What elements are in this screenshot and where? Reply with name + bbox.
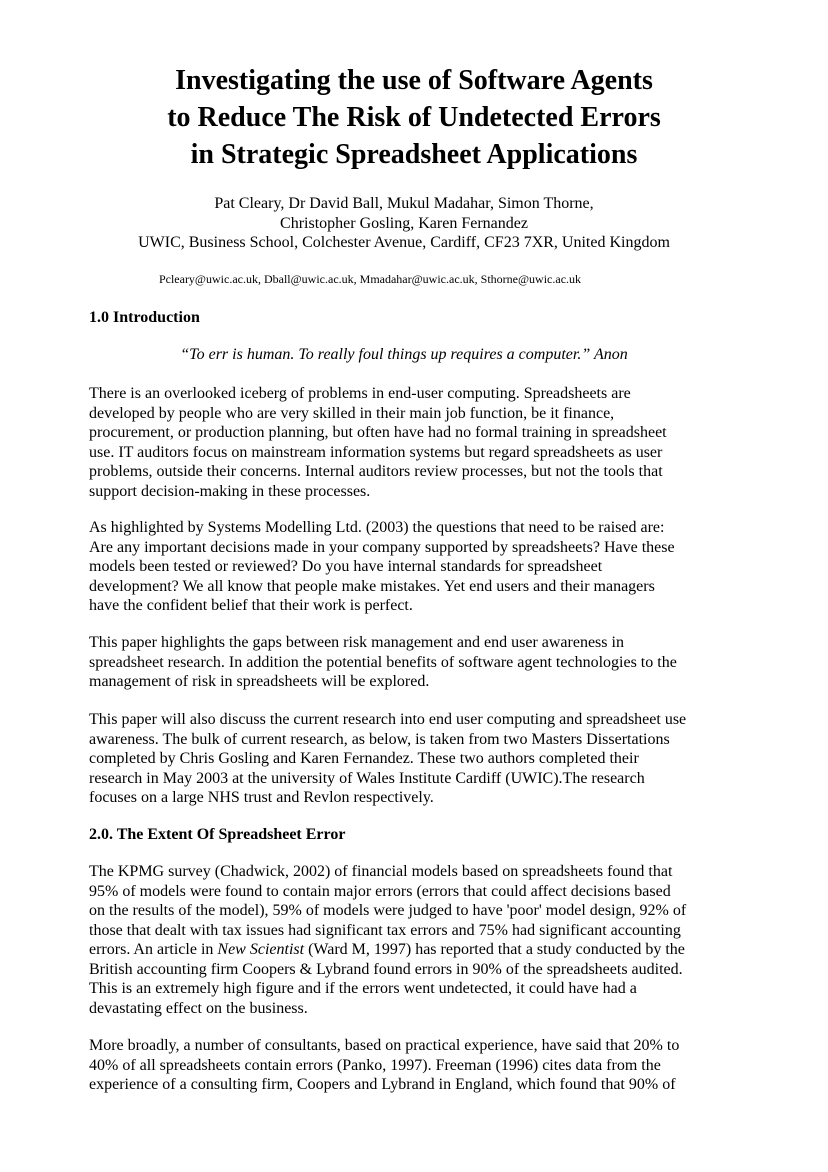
text-line: This paper highlights the gaps between risk management and end user awareness in	[89, 634, 624, 651]
paragraph	[89, 633, 729, 692]
epigraph-quote: “To err is human. To really foul things up requires a computer.” Anon	[180, 346, 628, 363]
text-line: focuses on a large NHS trust and Revlon respectively.	[89, 789, 434, 806]
text-line: spreadsheet research. In addition the potential benefits of software agent technologies to the	[89, 653, 677, 671]
paper-title	[0, 62, 828, 173]
text-line: models been tested or reviewed? Do you have internal standards for spreadsheet	[89, 558, 603, 575]
text-line: awareness. The bulk of current research, as below, is taken from two Masters Dissertations	[89, 730, 670, 748]
text-line: experience of a consulting firm, Coopers and Lybrand in England, which found that 90% of	[89, 1076, 676, 1093]
text-line: have the confident belief that their work is perfect.	[89, 597, 413, 614]
paragraph	[89, 518, 729, 616]
text-line: 40% of all spreadsheets contain errors (Panko, 1997). Freeman (1996) cites data from the	[89, 1056, 661, 1074]
title-line: Investigating the use of Software Agents	[175, 65, 653, 96]
text-line: As highlighted by Systems Modelling Ltd. (2003) the questions that need to be raised are:	[89, 519, 665, 536]
text-line: developed by people who are very skilled in their main job function, be it finance,	[89, 404, 615, 422]
author-names: Christopher Gosling, Karen Fernandez	[280, 214, 528, 232]
text-line: devastating effect on the business.	[89, 999, 308, 1017]
text-line: those that dealt with tax issues had significant tax errors and 75% had significant accounting	[89, 921, 681, 939]
section-heading-extent-of-error: 2.0. The Extent Of Spreadsheet Error	[89, 826, 346, 843]
text-line: British accounting firm Coopers & Lybrand found errors in 90% of the spreadsheets audited.	[89, 960, 683, 978]
author-affiliation: UWIC, Business School, Colchester Avenue, Cardiff, CF23 7XR, United Kingdom	[138, 234, 670, 251]
text-line: problems, outside their concerns. Internal auditors review processes, but not the tools that	[89, 463, 663, 480]
paragraph	[89, 710, 729, 808]
paragraph	[89, 862, 729, 1018]
publication-name: New Scientist	[217, 941, 305, 958]
text-line: Are any important decisions made in your company supported by spreadsheets? Have these	[89, 538, 675, 556]
text-line: completed by Chris Gosling and Karen Fernandez. These two authors completed their	[89, 750, 639, 767]
text-line: development? We all know that people make mistakes. Yet end users and their managers	[89, 577, 655, 595]
text-line: This is an extremely high figure and if the errors went undetected, it could have had a	[89, 980, 637, 997]
title-line: to Reduce The Risk of Undetected Errors	[167, 102, 661, 133]
text-line: This paper will also discuss the current research into end user computing and spreadsheet use	[89, 711, 687, 728]
section-heading-introduction: 1.0 Introduction	[89, 309, 200, 326]
text-line: management of risk in spreadsheets will be explored.	[89, 673, 430, 690]
text-line: research in May 2003 at the university of Wales Institute Cardiff (UWIC).The research	[89, 769, 645, 787]
author-names: Pat Cleary, Dr David Ball, Mukul Madahar, Simon Thorne,	[214, 195, 594, 212]
text-line: on the results of the model), 59% of models were judged to have 'poor' model design, 92% of	[89, 902, 687, 919]
text-line: More broadly, a number of consultants, based on practical experience, have said that 20% to	[89, 1037, 680, 1054]
paragraph	[89, 1036, 729, 1095]
title-line: in Strategic Spreadsheet Applications	[190, 139, 638, 170]
author-emails: Pcleary@uwic.ac.uk, Dball@uwic.ac.uk, Mmadahar@uwic.ac.uk, Sthorne@uwic.ac.uk	[158, 272, 582, 286]
text-line: The KPMG survey (Chadwick, 2002) of financial models based on spreadsheets found that	[89, 863, 673, 880]
paragraph	[89, 384, 729, 501]
author-block	[0, 194, 808, 253]
text-fragment: errors. An article in	[89, 941, 218, 958]
text-line: use. IT auditors focus on mainstream information systems but regard spreadsheets as user	[89, 443, 663, 461]
text-line: There is an overlooked iceberg of problems in end-user computing. Spreadsheets are	[89, 385, 631, 402]
text-line	[89, 940, 729, 960]
text-fragment: (Ward M, 1997) has reported that a study conducted by the	[304, 941, 685, 958]
text-line: support decision-making in these processes.	[89, 482, 371, 500]
text-line: procurement, or production planning, but often have had no formal training in spreadsheet	[89, 424, 667, 441]
text-line: 95% of models were found to contain major errors (errors that could affect decisions based	[89, 882, 671, 900]
